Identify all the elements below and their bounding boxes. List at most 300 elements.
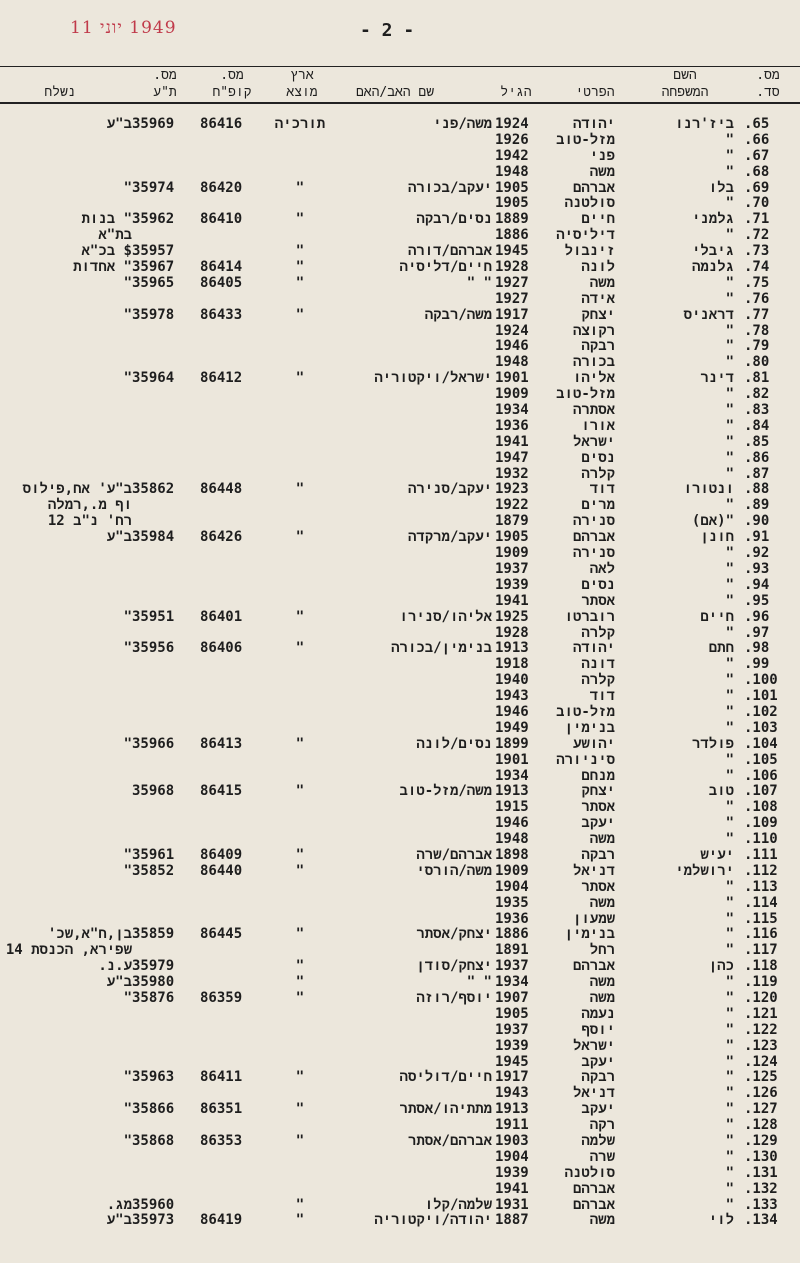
tz-number: 35956 — [132, 640, 175, 657]
serial-number: .130 — [744, 1148, 778, 1165]
first-name: אברהם — [572, 179, 615, 196]
serial-number: .74 — [744, 259, 770, 276]
parents-names: יצחק/סודן — [416, 958, 492, 975]
first-name: רקוצה — [572, 322, 615, 339]
table-row — [0, 704, 800, 720]
serial-number: .68 — [744, 163, 770, 180]
table-row — [0, 291, 800, 307]
country-of-origin: " — [295, 274, 305, 291]
family-name: " — [725, 624, 734, 641]
sent-to: " — [123, 862, 132, 879]
family-name: " — [725, 1117, 734, 1134]
serial-number: .83 — [744, 402, 770, 419]
family-name: " — [725, 1133, 734, 1149]
birth-year: 1915 — [495, 799, 529, 816]
birth-year: 1937 — [495, 958, 529, 975]
table-row — [0, 307, 800, 323]
country-of-origin: " — [295, 481, 305, 498]
first-name: משה — [589, 989, 615, 1006]
serial-number: .103 — [744, 719, 778, 736]
family-name: " — [725, 815, 734, 832]
first-name: קלרה — [581, 672, 615, 689]
kupah-number: 86353 — [200, 1133, 243, 1149]
tz-number: 35866 — [132, 1101, 175, 1118]
first-name: משה — [589, 974, 615, 991]
serial-number: .84 — [744, 417, 770, 434]
first-name: מזל-טוב — [556, 131, 615, 148]
serial-number: .81 — [744, 370, 770, 387]
parents-names: שלמה/קלו — [424, 1196, 492, 1213]
table-row — [0, 418, 800, 434]
header-kupah-line2: קופ"ח — [212, 85, 252, 100]
parents-names: משה/הורסי — [416, 862, 492, 879]
serial-number: .97 — [744, 624, 770, 641]
serial-number: .86 — [744, 449, 770, 466]
tz-number: 35961 — [132, 846, 175, 863]
birth-year: 1886 — [495, 926, 529, 943]
table-row — [0, 974, 800, 990]
birth-year: 1925 — [495, 608, 529, 625]
family-name: " — [725, 688, 734, 705]
kupah-number: 86401 — [200, 608, 243, 625]
serial-number: .109 — [744, 815, 778, 832]
tz-number: 35862 — [132, 481, 175, 498]
first-name: משה — [589, 1212, 615, 1229]
family-name: " — [725, 1053, 734, 1070]
serial-number: .123 — [744, 1037, 778, 1054]
table-row — [0, 672, 800, 688]
first-name: אסתר — [581, 878, 615, 895]
first-name: יהודה — [572, 116, 615, 132]
family-name: כהן — [708, 958, 734, 975]
family-name: " — [725, 163, 734, 180]
family-name: " — [725, 465, 734, 482]
first-name: אליהו — [572, 370, 615, 387]
table-row — [0, 911, 800, 927]
first-name: דוד — [589, 481, 615, 498]
parents-names: משה/פני — [433, 116, 492, 132]
family-name: ירושלמי — [675, 862, 734, 879]
parents-names: אליהו/סנירו — [399, 608, 492, 625]
table-row — [0, 227, 800, 243]
family-name: " — [725, 417, 734, 434]
country-of-origin: " — [295, 783, 305, 800]
serial-number: .99 — [744, 656, 770, 673]
birth-year: 1905 — [495, 195, 529, 212]
table-row — [0, 1006, 800, 1022]
birth-year: 1942 — [495, 147, 529, 164]
country-of-origin: " — [295, 243, 305, 260]
family-name: " — [725, 402, 734, 419]
serial-number: .100 — [744, 672, 778, 689]
family-name: " — [725, 497, 734, 514]
country-of-origin: " — [295, 735, 305, 752]
parents-names: משה/מזל-טוב — [399, 783, 492, 800]
kupah-number: 86405 — [200, 274, 243, 291]
family-name: " — [725, 878, 734, 895]
table-row — [0, 1117, 800, 1133]
table-row — [0, 958, 800, 974]
family-name: " — [725, 274, 734, 291]
parents-names: נסים/רבקה — [416, 211, 492, 228]
table-row — [0, 132, 800, 148]
serial-number: .91 — [744, 529, 770, 546]
family-name: גלנמה — [691, 259, 734, 276]
family-name: " — [725, 942, 734, 959]
first-name: יהושע — [572, 735, 615, 752]
parents-names: יהודה/ויקטוריה — [374, 1212, 492, 1229]
tz-number: 35951 — [132, 608, 175, 625]
header-serial-line2: סד. — [756, 85, 780, 100]
birth-year: 1939 — [495, 1037, 529, 1054]
family-name: " — [725, 1196, 734, 1213]
serial-number: .94 — [744, 576, 770, 593]
birth-year: 1923 — [495, 481, 529, 498]
family-name: " — [725, 974, 734, 991]
first-name: משה — [589, 831, 615, 848]
sent-to: ב"ע — [106, 529, 132, 546]
birth-year: 1909 — [495, 862, 529, 879]
first-name: מרים — [581, 497, 615, 514]
serial-number: .111 — [744, 846, 778, 863]
first-name: לונה — [581, 259, 615, 276]
first-name: שמעון — [572, 910, 615, 927]
birth-year: 1905 — [495, 529, 529, 546]
first-name: מנחם — [581, 767, 615, 784]
family-name: " — [725, 1005, 734, 1022]
header-bottom-rule — [0, 102, 800, 104]
table-row — [0, 1165, 800, 1181]
first-name: רבקה — [581, 1069, 615, 1086]
first-name: נסים — [581, 449, 615, 466]
family-name: " — [725, 195, 734, 212]
serial-number: .76 — [744, 290, 770, 307]
serial-number: .133 — [744, 1196, 778, 1213]
country-of-origin: " — [295, 608, 305, 625]
family-name: " — [725, 131, 734, 148]
first-name: אברהם — [572, 958, 615, 975]
table-row — [0, 148, 800, 164]
first-name: קלרה — [581, 624, 615, 641]
serial-number: .117 — [744, 942, 778, 959]
birth-year: 1945 — [495, 1053, 529, 1070]
first-name: שלמה — [581, 1133, 615, 1149]
table-row — [0, 879, 800, 895]
tz-number: 35859 — [132, 926, 175, 943]
table-row — [0, 561, 800, 577]
first-name: יצחק — [581, 306, 615, 323]
table-row — [0, 768, 800, 784]
birth-year: 1932 — [495, 465, 529, 482]
family-name: " — [725, 147, 734, 164]
sent-to: " בנות — [81, 211, 132, 228]
table-row — [0, 1054, 800, 1070]
first-name: יצחק — [581, 783, 615, 800]
sent-to: ע.נ. — [98, 958, 132, 975]
sent-to: " — [123, 846, 132, 863]
birth-year: 1934 — [495, 974, 529, 991]
kupah-number: 86351 — [200, 1101, 243, 1118]
family-name: " — [725, 1148, 734, 1165]
table-row — [0, 481, 800, 497]
family-name: " — [725, 719, 734, 736]
sent-to: בת"א — [98, 227, 132, 244]
family-name: " — [725, 831, 734, 848]
birth-year: 1943 — [495, 1085, 529, 1102]
serial-number: .121 — [744, 1005, 778, 1022]
tz-number: 35960 — [132, 1196, 175, 1213]
birth-year: 1937 — [495, 1021, 529, 1038]
country-of-origin: " — [295, 1101, 305, 1118]
serial-number: .82 — [744, 386, 770, 403]
birth-year: 1948 — [495, 354, 529, 371]
table-row — [0, 386, 800, 402]
table-row — [0, 323, 800, 339]
birth-year: 1941 — [495, 592, 529, 609]
first-name: מזל-טוב — [556, 386, 615, 403]
serial-number: .90 — [744, 513, 770, 530]
table-row — [0, 211, 800, 227]
first-name: יעקב — [581, 1101, 615, 1118]
serial-number: .71 — [744, 211, 770, 228]
family-name: גיבלי — [691, 243, 734, 260]
family-name: " — [725, 1069, 734, 1086]
sent-to: מג. — [106, 1196, 132, 1213]
table-row — [0, 752, 800, 768]
sent-to: " — [123, 608, 132, 625]
kupah-number: 86406 — [200, 640, 243, 657]
header-country-line2: מוצא — [286, 85, 318, 100]
serial-number: .104 — [744, 735, 778, 752]
serial-number: .101 — [744, 688, 778, 705]
parents-names: אברהם/שרה — [416, 846, 492, 863]
first-name: נסים — [581, 576, 615, 593]
serial-number: .120 — [744, 989, 778, 1006]
birth-year: 1928 — [495, 624, 529, 641]
birth-year: 1909 — [495, 545, 529, 562]
parents-names: מתתיהו/אסתר — [399, 1101, 492, 1118]
serial-number: .96 — [744, 608, 770, 625]
serial-number: .115 — [744, 910, 778, 927]
family-name: " — [725, 1037, 734, 1054]
kupah-number: 86448 — [200, 481, 243, 498]
table-row — [0, 926, 800, 942]
first-name: סולטנה — [564, 195, 615, 212]
family-name: " — [725, 926, 734, 943]
tz-number: 35962 — [132, 211, 175, 228]
first-name: יוסף — [581, 1021, 615, 1038]
header-kupah-line1: מס. — [220, 68, 244, 83]
sent-to: שפירא, הכנסת 14 — [5, 942, 132, 959]
header-sent: נשלח — [44, 85, 76, 100]
table-row — [0, 1022, 800, 1038]
birth-year: 1946 — [495, 815, 529, 832]
first-name: סולטנה — [564, 1164, 615, 1181]
family-name: " — [725, 322, 734, 339]
table-row — [0, 434, 800, 450]
tz-number: 35968 — [132, 783, 175, 800]
sent-to: " — [123, 179, 132, 196]
family-name: דראניס — [683, 306, 734, 323]
first-name: אידה — [581, 290, 615, 307]
birth-year: 1949 — [495, 719, 529, 736]
first-name: קלרה — [581, 465, 615, 482]
header-serial-line1: מס. — [756, 68, 780, 83]
family-name: " — [725, 1101, 734, 1118]
birth-year: 1945 — [495, 243, 529, 260]
first-name: ישראל — [572, 433, 615, 450]
country-of-origin: " — [295, 529, 305, 546]
first-name: דניאל — [572, 862, 615, 879]
serial-number: .73 — [744, 243, 770, 260]
family-name: " — [725, 672, 734, 689]
table-row — [0, 577, 800, 593]
family-name: " — [725, 767, 734, 784]
handwritten-date: 1949 יוני 11 — [70, 18, 177, 38]
first-name: סנירה — [572, 513, 615, 530]
table-row — [0, 402, 800, 418]
kupah-number: 86412 — [200, 370, 243, 387]
header-parents: שם האב/האם — [355, 85, 435, 100]
table-row — [0, 513, 800, 529]
birth-year: 1924 — [495, 116, 529, 132]
serial-number: .93 — [744, 560, 770, 577]
birth-year: 1939 — [495, 1164, 529, 1181]
table-row — [0, 736, 800, 752]
serial-number: .119 — [744, 974, 778, 991]
family-name: " — [725, 799, 734, 816]
birth-year: 1904 — [495, 1148, 529, 1165]
birth-year: 1928 — [495, 259, 529, 276]
tz-number: 35969 — [132, 116, 175, 132]
kupah-number: 86415 — [200, 783, 243, 800]
serial-number: .107 — [744, 783, 778, 800]
tz-number: 35963 — [132, 1069, 175, 1086]
birth-year: 1905 — [495, 1005, 529, 1022]
kupah-number: 86411 — [200, 1069, 243, 1086]
serial-number: .65 — [744, 116, 770, 132]
table-row — [0, 116, 800, 132]
family-name: " — [725, 1021, 734, 1038]
birth-year: 1905 — [495, 179, 529, 196]
sent-to: " — [123, 1133, 132, 1149]
serial-number: .110 — [744, 831, 778, 848]
country-of-origin: " — [295, 211, 305, 228]
kupah-number: 86414 — [200, 259, 243, 276]
header-top-rule — [0, 66, 800, 67]
table-row — [0, 370, 800, 386]
tz-number: 35868 — [132, 1133, 175, 1149]
page-number: - 2 - — [360, 20, 415, 41]
country-of-origin: תורכיה — [274, 116, 326, 132]
tz-number: 35966 — [132, 735, 175, 752]
serial-number: .132 — [744, 1180, 778, 1197]
serial-number: .124 — [744, 1053, 778, 1070]
serial-number: .113 — [744, 878, 778, 895]
serial-number: .122 — [744, 1021, 778, 1038]
tz-number: 35964 — [132, 370, 175, 387]
parents-names: חיים/דליסיה — [399, 259, 492, 276]
family-name: פולדר — [691, 735, 734, 752]
table-row — [0, 259, 800, 275]
birth-year: 1886 — [495, 227, 529, 244]
serial-number: .69 — [744, 179, 770, 196]
country-of-origin: " — [295, 958, 305, 975]
family-name: " — [725, 989, 734, 1006]
serial-number: .114 — [744, 894, 778, 911]
family-name: " — [725, 338, 734, 355]
table-row — [0, 1069, 800, 1085]
family-name: ביז'רנו — [675, 116, 734, 132]
birth-year: 1948 — [495, 163, 529, 180]
table-row — [0, 783, 800, 799]
birth-year: 1918 — [495, 656, 529, 673]
birth-year: 1909 — [495, 386, 529, 403]
table-row — [0, 497, 800, 513]
family-name: "(אם) — [691, 513, 734, 530]
table-row — [0, 609, 800, 625]
kupah-number: 86359 — [200, 989, 243, 1006]
sent-to: " — [123, 640, 132, 657]
table-row — [0, 545, 800, 561]
family-name: " — [725, 751, 734, 768]
first-name: אורו — [581, 417, 615, 434]
birth-year: 1935 — [495, 894, 529, 911]
table-row — [0, 164, 800, 180]
first-name: מזל-טוב — [556, 703, 615, 720]
parents-names: יעקב/מרקדה — [407, 529, 492, 546]
birth-year: 1948 — [495, 831, 529, 848]
table-row — [0, 863, 800, 879]
serial-number: .112 — [744, 862, 778, 879]
header-tz-line1: מס. — [153, 68, 177, 83]
birth-year: 1924 — [495, 322, 529, 339]
serial-number: .131 — [744, 1164, 778, 1181]
serial-number: .128 — [744, 1117, 778, 1134]
birth-year: 1946 — [495, 703, 529, 720]
kupah-number: 86420 — [200, 179, 243, 196]
country-of-origin: " — [295, 926, 305, 943]
family-name: " — [725, 290, 734, 307]
first-name: אברהם — [572, 1196, 615, 1213]
parents-names: משה/רבקה — [424, 306, 492, 323]
birth-year: 1887 — [495, 1212, 529, 1229]
serial-number: .79 — [744, 338, 770, 355]
sent-to: " — [123, 1069, 132, 1086]
table-row — [0, 275, 800, 291]
family-name: יעיש — [700, 846, 734, 863]
serial-number: .105 — [744, 751, 778, 768]
serial-number: .134 — [744, 1212, 778, 1229]
first-name: אסתר — [581, 799, 615, 816]
table-row — [0, 1181, 800, 1197]
serial-number: .78 — [744, 322, 770, 339]
serial-number: .88 — [744, 481, 770, 498]
table-row — [0, 338, 800, 354]
serial-number: .95 — [744, 592, 770, 609]
birth-year: 1889 — [495, 211, 529, 228]
first-name: רקה — [589, 1117, 615, 1134]
family-name: גלמני — [691, 211, 734, 228]
tz-number: 35852 — [132, 862, 175, 879]
sent-to: " — [123, 274, 132, 291]
serial-number: .125 — [744, 1069, 778, 1086]
tz-number: 35973 — [132, 1212, 175, 1229]
family-name: טוב — [708, 783, 734, 800]
kupah-number: 86419 — [200, 1212, 243, 1229]
table-row — [0, 656, 800, 672]
table-row — [0, 688, 800, 704]
